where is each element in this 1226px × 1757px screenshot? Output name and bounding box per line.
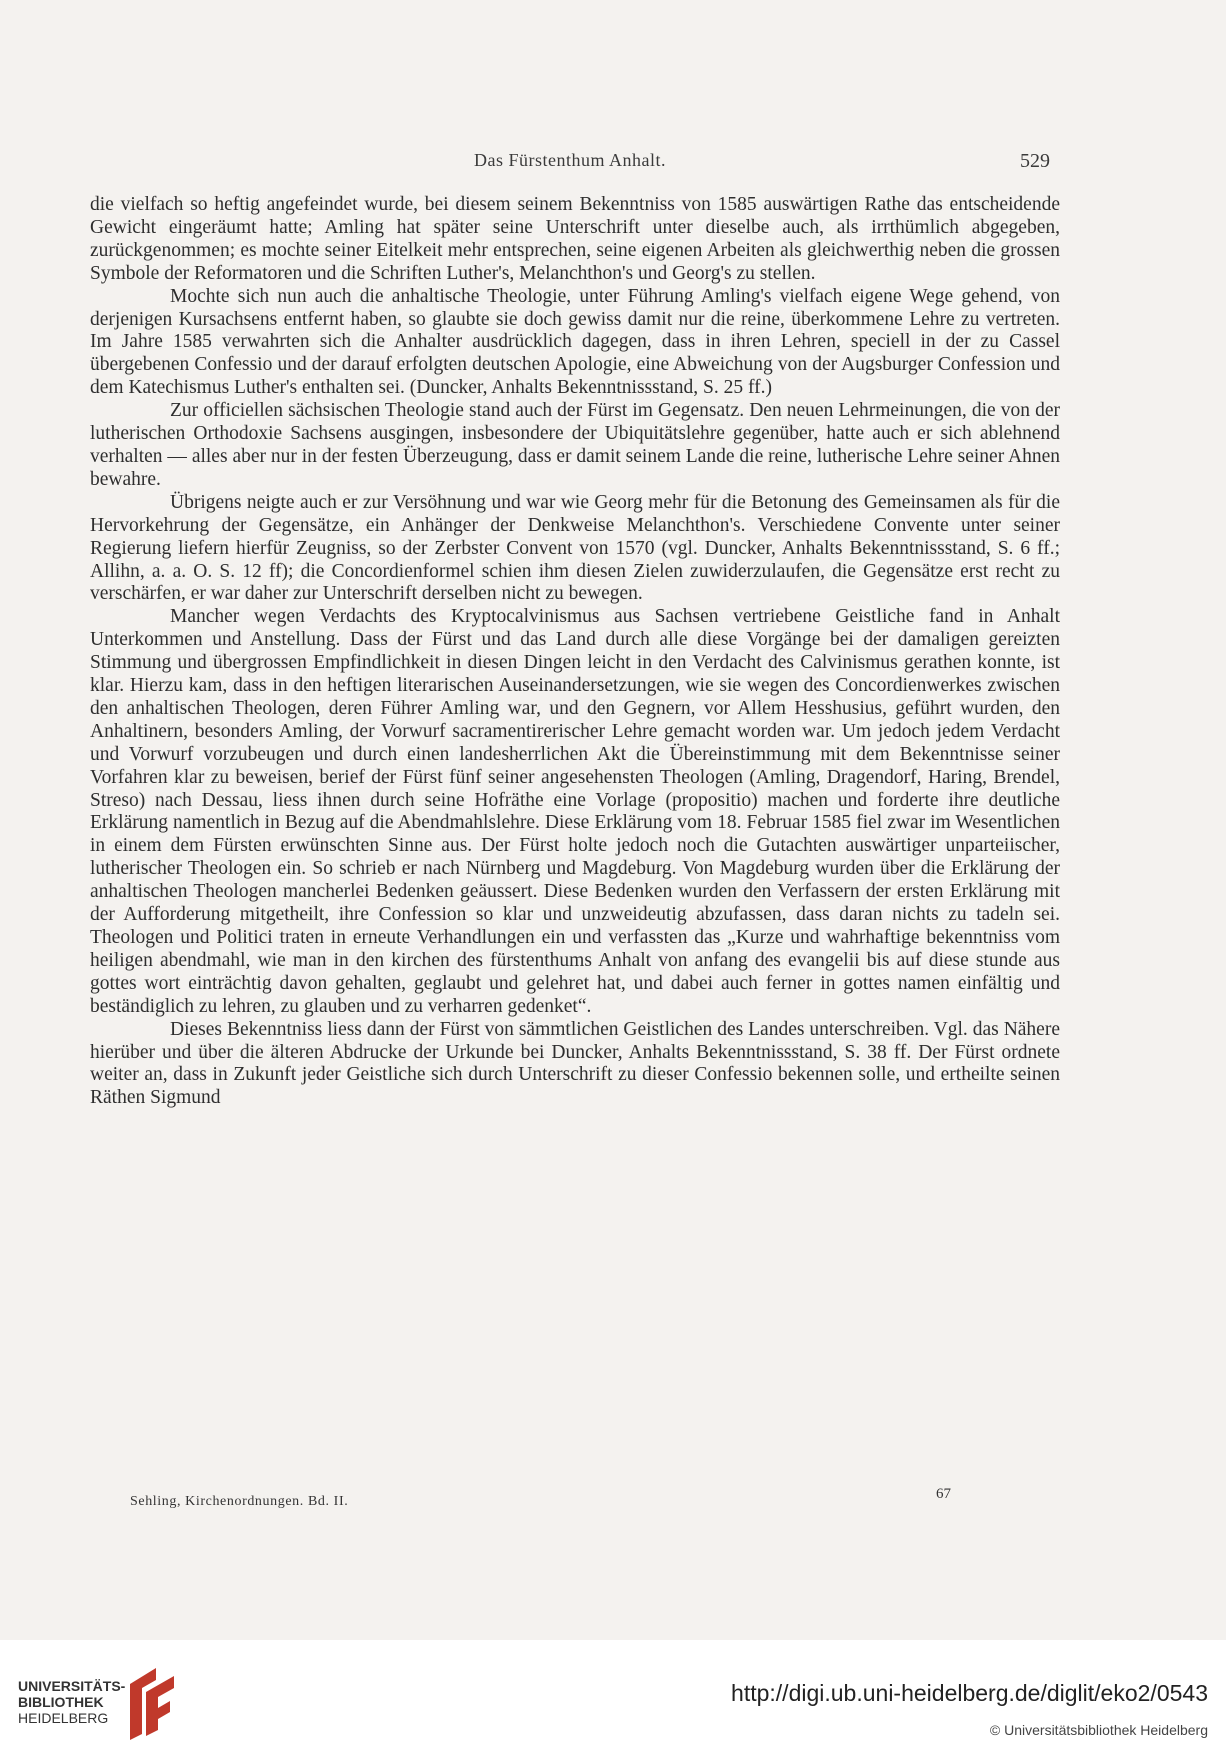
logo-line-1: UNIVERSITÄTS- [18, 1678, 126, 1694]
library-banner [0, 1640, 1226, 1757]
running-title: Das Fürstenthum Anhalt. [474, 150, 666, 170]
logo-line-3: HEIDELBERG [18, 1710, 109, 1726]
permalink-url[interactable]: http://digi.ub.uni-heidelberg.de/diglit/eko2/0543 [731, 1680, 1208, 1706]
logo-line-2: BIBLIOTHEK [18, 1694, 104, 1710]
copyright-notice: © Universitätsbibliothek Heidelberg [989, 1722, 1208, 1738]
paragraph: Zur officiellen sächsischen Theologie stand auch der Fürst im Gegensatz. Den neuen Lehrmeinungen, die von der lutherischen Orthodoxie Sachsens ausgingen, insbesondere der Ubiquitätslehre gegenüber, hatte auch er sich ablehnend verhalten — alles aber nur in der festen Überzeugung, dass er damit seinem Lande die reine, lutherische Lehre seiner Ahnen bewahre. [90, 400, 1060, 490]
library-logo-icon [124, 1664, 182, 1744]
signature-number: 67 [936, 1486, 951, 1502]
paragraph: die vielfach so heftig angefeindet wurde, bei diesem seinem Bekenntniss von 1585 auswärtigen Rathe das entscheidende Gewicht eingeräumt hatte; Amling hat später seine Unterschrift unter dieselbe auch, als irrthümlich abgegeben, zurückgenommen; es mochte seiner Eitelkeit mehr entsprechen, seine eigenen Arbeiten als gleichwerthig neben die grossen Symbole der Reformatoren und die Schriften Luther's, Melanchthon's und Georg's zu stellen. [90, 194, 1060, 284]
signature-source: Sehling, Kirchenordnungen. Bd. II. [130, 1494, 349, 1509]
page-header [90, 150, 1050, 180]
paragraph: Übrigens neigte auch er zur Versöhnung und war wie Georg mehr für die Betonung des Gemeinsamen als für die Hervorkehrung der Gegensätze, ein Anhänger der Denkweise Melanchthon's. Verschiedene Convente unter seiner Regierung liefern hierfür Zeugniss, so der Zerbster Convent von 1570 (vgl. Duncker, Anhalts Bekenntnissstand, S. 6 ff.; Allihn, a. a. O. S. 12 ff); die Concordienformel schien ihm diesen Zielen zuwiderzulaufen, die Gegensätze erst recht zu verschärfen, er war daher zur Unterschrift derselben nicht zu bewegen. [90, 491, 1060, 605]
paragraph: Mancher wegen Verdachts des Kryptocalvinismus aus Sachsen vertriebene Geistliche fand in Anhalt Unterkommen und Anstellung. Dass der Fürst und das Land durch alle diese Vorgänge bei der damaligen gereizten Stimmung und übergrossen Empfindlichkeit in diesen Dingen leicht in den Verdacht des Calvinismus gerathen konnte, ist klar. Hierzu kam, dass in den heftigen literarischen Auseinandersetzungen, wie sie wegen des Concordienwerkes zwischen den anhaltischen Theologen, deren Führer Amling war, und den Gegnern, vor Allem Hesshusius, geführt wurden, den Anhaltinern, besonders Amling, der Vorwurf sacramentirerischer Lehre gemacht worden war. Um jedoch jedem Verdacht und Vorwurf vorzubeugen und durch einen landesherrlichen Akt die Übereinstimmung mit dem Bekenntnisse seiner Vorfahren klar zu beweisen, berief der Fürst fünf seiner angesehensten Theologen (Amling, Dragendorf, Haring, Brendel, Streso) nach Dessau, liess ihnen durch seine Hofräthe eine Vorlage (propositio) machen und forderte ihre deutliche Erklärung namentlich in Bezug auf die Abendmahlslehre. Diese Erklärung vom 18. Februar 1585 fiel zwar im Wesentlichen in einem dem Fürsten erwünschten Sinne aus. Der Fürst holte jedoch noch die Gutachten auswärtiger unparteiischer, lutherischer Theologen ein. So schrieb er nach Nürnberg und Magdeburg. Von Magdeburg wurden über die Erklärung der anhaltischen Theologen mancherlei Bedenken geäussert. Diese Bedenken wurden den Verfassern der ersten Erklärung mit der Aufforderung mitgetheilt, ihre Confession so klar und unzweideutig abzufassen, dass daran nichts zu tadeln sei. Theologen und Politici traten in erneute Verhandlungen ein und verfassten das „Kurze und wahrhaftige bekenntniss vom heiligen abendmahl, wie man in den kirchen des fürstenthums Anhalt von anfang des evangelii bis auf diese stunde aus gottes wort einträchtig davon gehalten, geglaubt und gelehret hat, und dabei auch ferner in gottes namen einfältig und beständiglich zu lehren, zu glauben und zu verharren gedenket“. [90, 606, 1060, 1017]
body-text [90, 194, 1060, 1110]
paragraph: Mochte sich nun auch die anhaltische Theologie, unter Führung Amling's vielfach eigene Wege gehend, von derjenigen Kursachsens entfernt haben, so glaubte sie doch gewiss damit nur die reine, überkommene Lehre zu vertreten. Im Jahre 1585 verwahrten sich die Anhalter ausdrücklich dagegen, dass in ihren Lehren, speciell in der zu Cassel übergebenen Confessio und der darauf erfolgten deutschen Apologie, eine Abweichung von der Augsburger Confession und dem Katechismus Luther's enthalten sei. (Duncker, Anhalts Bekenntnissstand, S. 25 ff.) [90, 285, 1060, 399]
signature-line [90, 1486, 1060, 1512]
library-logo-text [18, 1678, 125, 1726]
page-number: 529 [1020, 150, 1050, 172]
paragraph: Dieses Bekenntniss liess dann der Fürst von sämmtlichen Geistlichen des Landes unterschreiben. Vgl. das Nähere hierüber und über die älteren Abdrucke der Urkunde bei Duncker, Anhalts Bekenntnissstand, S. 38 ff. Der Fürst ordnete weiter an, dass in Zukunft jeder Geistliche sich durch Unterschrift zu dieser Confessio bekennen solle, und ertheilte seinen Räthen Sigmund [90, 1018, 1060, 1109]
